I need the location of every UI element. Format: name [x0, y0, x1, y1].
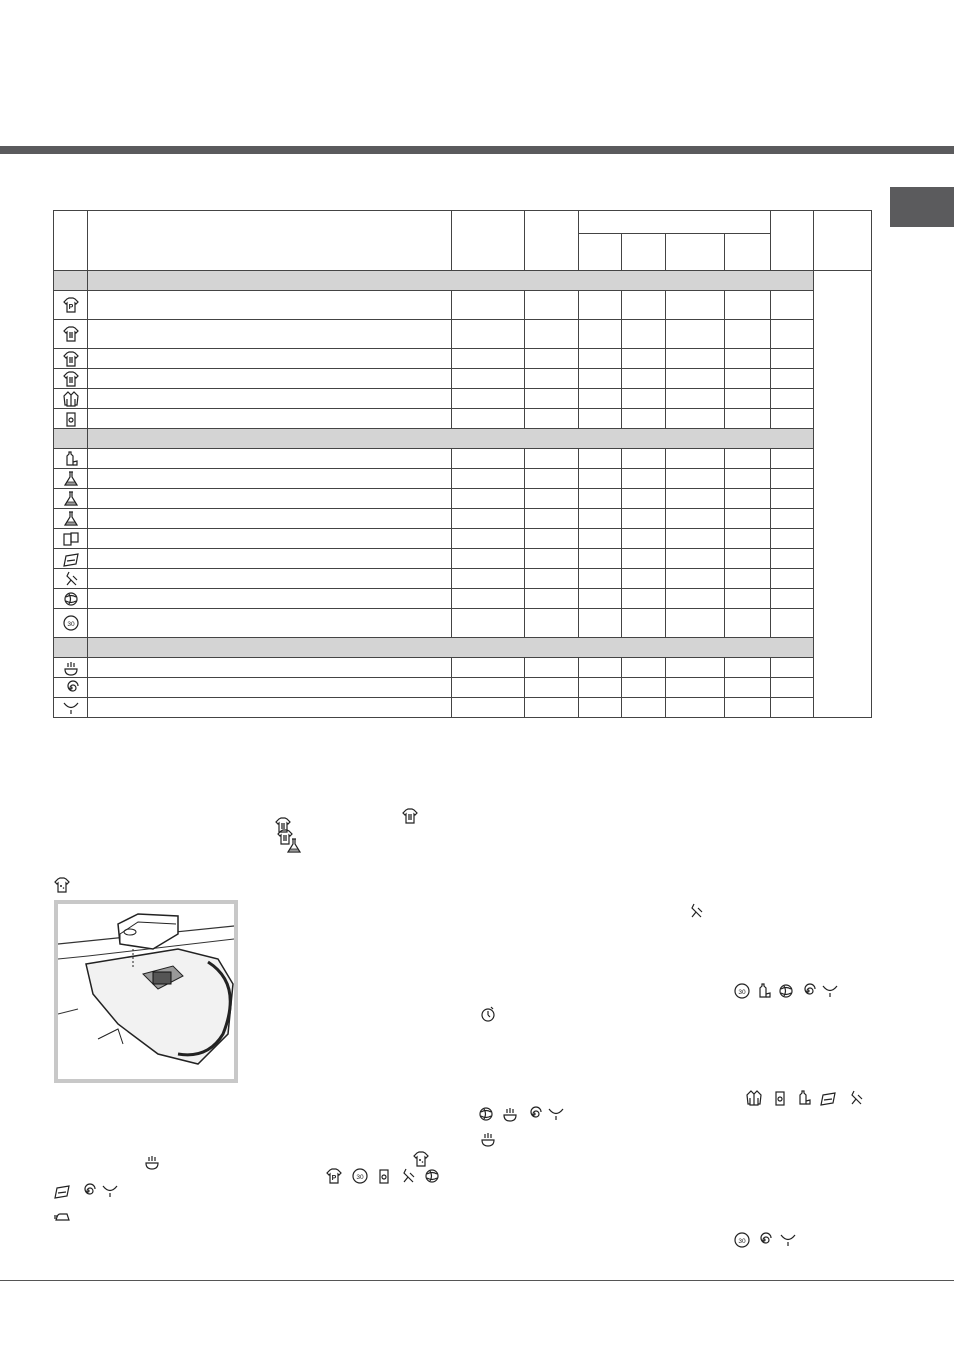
table-cell [579, 369, 622, 389]
silk-icon [848, 1090, 864, 1106]
table-cell [771, 489, 814, 509]
table-cell [452, 509, 525, 529]
table-cell [666, 489, 725, 509]
svg-text:P: P [331, 1175, 337, 1182]
header-cell-icon [54, 211, 88, 271]
section-label-cell [88, 271, 814, 291]
table-cell [666, 449, 725, 469]
table-cell [725, 698, 771, 718]
table-cell [525, 569, 579, 589]
table-cell [525, 609, 579, 638]
table-cell [622, 389, 666, 409]
bottle-box-icon [63, 411, 79, 427]
table-cell [771, 658, 814, 678]
shirt-icon [402, 808, 418, 824]
table-row [54, 509, 872, 529]
subheader-cell [579, 234, 622, 271]
table-cell [725, 349, 771, 369]
30-min-icon [352, 1168, 368, 1184]
table-cell [579, 291, 622, 320]
header-cell-programme [88, 211, 452, 271]
table-row [54, 529, 872, 549]
header-cell-group [579, 211, 771, 234]
header-cell [452, 211, 525, 271]
wool-ball-icon [63, 591, 79, 607]
programme-name-cell [88, 589, 452, 609]
footer-rule [0, 1280, 954, 1281]
table-cell [525, 469, 579, 489]
table-cell [622, 678, 666, 698]
table-cell [579, 320, 622, 349]
programme-icon-cell [54, 409, 88, 429]
table-cell [525, 369, 579, 389]
programme-table [53, 210, 872, 718]
drain-icon [102, 1183, 118, 1199]
svg-text:30: 30 [738, 1238, 746, 1245]
spin-icon [80, 1183, 96, 1199]
table-cell [771, 569, 814, 589]
programme-name-cell [88, 569, 452, 589]
table-cell [622, 658, 666, 678]
table-row [54, 449, 872, 469]
towel-icon [54, 1183, 70, 1199]
bottle-box-icon [772, 1090, 788, 1106]
svg-text:P: P [68, 304, 73, 311]
programme-icon-cell [54, 589, 88, 609]
programme-icon-cell [54, 698, 88, 718]
svg-text:30: 30 [66, 621, 75, 628]
table-row [54, 409, 872, 429]
wool-ball-icon [778, 983, 794, 999]
table-cell [622, 589, 666, 609]
table-cell [666, 698, 725, 718]
table-row [54, 549, 872, 569]
stain-shirt-icon [54, 877, 70, 893]
programme-name-cell [88, 489, 452, 509]
30-min-icon [734, 1232, 750, 1248]
programme-name-cell [88, 349, 452, 369]
table-cell [579, 469, 622, 489]
table-cell [725, 469, 771, 489]
table-cell [452, 589, 525, 609]
table-cell [725, 609, 771, 638]
books-icon [63, 531, 79, 547]
flask-icon [63, 471, 79, 487]
table-cell [452, 449, 525, 469]
table-row [54, 589, 872, 609]
table-cell [666, 658, 725, 678]
table-cell [525, 291, 579, 320]
drawer-drawing [58, 904, 234, 1079]
table-cell [452, 349, 525, 369]
table-cell [452, 549, 525, 569]
shirt-icon [63, 351, 79, 367]
svg-text:30: 30 [738, 989, 746, 996]
section-label-cell [88, 429, 814, 449]
programme-icon-cell [54, 489, 88, 509]
programme-icon-cell [54, 469, 88, 489]
table-cell [452, 529, 525, 549]
table-cell [771, 291, 814, 320]
programme-name-cell [88, 389, 452, 409]
programme-name-cell [88, 549, 452, 569]
table-cell [525, 449, 579, 469]
programme-name-cell [88, 698, 452, 718]
table-cell [771, 389, 814, 409]
programme-icon-cell [54, 291, 88, 320]
table-cell [525, 349, 579, 369]
table-cell [622, 569, 666, 589]
table-cell [452, 469, 525, 489]
drain-icon [548, 1106, 564, 1122]
table-cell [725, 489, 771, 509]
table-cell [579, 349, 622, 369]
table-cell [579, 569, 622, 589]
table-cell [622, 529, 666, 549]
programme-icon-cell [54, 509, 88, 529]
section-icon-cell [54, 638, 88, 658]
table-cell [666, 509, 725, 529]
table-cell [452, 409, 525, 429]
subheader-cell [622, 234, 666, 271]
table-cell [725, 509, 771, 529]
shirt-p-icon [326, 1168, 342, 1184]
table-row [54, 569, 872, 589]
table-cell [579, 609, 622, 638]
table-cell [622, 489, 666, 509]
bottle-hand-icon [796, 1090, 812, 1106]
section-icon-cell [54, 271, 88, 291]
iron-icon [54, 1208, 70, 1224]
programme-icon-cell [54, 529, 88, 549]
table-header-row [54, 211, 872, 234]
drain-icon [63, 700, 79, 716]
table-cell [525, 509, 579, 529]
table-cell [622, 609, 666, 638]
jacket-icon [746, 1090, 762, 1106]
table-cell [579, 509, 622, 529]
shirt-icon [63, 326, 79, 342]
bottle-hand-icon [63, 451, 79, 467]
header-rule [0, 146, 954, 154]
table-cell [725, 320, 771, 349]
detergent-drawer-illustration [54, 900, 238, 1083]
rinse-icon [480, 1131, 496, 1147]
table-cell [579, 489, 622, 509]
table-cell [452, 569, 525, 589]
table-cell [452, 698, 525, 718]
table-row [54, 609, 872, 638]
table-cell [666, 320, 725, 349]
programme-name-cell [88, 291, 452, 320]
programme-icon-cell [54, 389, 88, 409]
table-cell [452, 609, 525, 638]
table-cell [771, 609, 814, 638]
table-section-row [54, 429, 872, 449]
table-cell [525, 658, 579, 678]
table-cell [725, 449, 771, 469]
programme-name-cell [88, 529, 452, 549]
shirt-icon [63, 371, 79, 387]
table-cell [771, 469, 814, 489]
programme-name-cell [88, 658, 452, 678]
programme-name-cell [88, 449, 452, 469]
table-cell [771, 449, 814, 469]
table-cell [525, 389, 579, 409]
table-cell [666, 369, 725, 389]
table-cell [771, 698, 814, 718]
programme-icon-cell [54, 369, 88, 389]
table-cell [771, 509, 814, 529]
language-tab [890, 187, 954, 227]
stain-shirt-icon [413, 1151, 429, 1167]
table-row [54, 291, 872, 320]
table-cell [725, 529, 771, 549]
svg-text:30: 30 [356, 1174, 364, 1181]
table-cell [666, 469, 725, 489]
silk-icon [63, 571, 79, 587]
table-cell [725, 409, 771, 429]
table-cell [725, 389, 771, 409]
silk-icon [688, 903, 704, 919]
table-row [54, 320, 872, 349]
programme-name-cell [88, 509, 452, 529]
programme-name-cell [88, 609, 452, 638]
table-row [54, 489, 872, 509]
table-row [54, 369, 872, 389]
towel-icon [820, 1090, 836, 1106]
table-cell [622, 549, 666, 569]
table-cell [579, 409, 622, 429]
table-row [54, 349, 872, 369]
table-cell [622, 409, 666, 429]
section-icon-cell [54, 429, 88, 449]
table-cell [666, 529, 725, 549]
table-cell [579, 589, 622, 609]
table-cell [525, 698, 579, 718]
table-cell [622, 291, 666, 320]
programme-icon-cell [54, 549, 88, 569]
programme-icon-cell [54, 678, 88, 698]
towel-icon [63, 551, 79, 567]
30-min-icon [63, 615, 79, 631]
table-section-row [54, 271, 872, 291]
table-cell [666, 609, 725, 638]
table-cell [452, 320, 525, 349]
table-cell [666, 409, 725, 429]
table-cell [525, 678, 579, 698]
table-cell [452, 291, 525, 320]
table-row [54, 658, 872, 678]
table-cell [525, 589, 579, 609]
30-min-icon [734, 983, 750, 999]
table-cell [771, 549, 814, 569]
subheader-cell [666, 234, 725, 271]
table-cell [525, 320, 579, 349]
programme-name-cell [88, 409, 452, 429]
table-cell [525, 529, 579, 549]
table-cell [579, 389, 622, 409]
table-cell [725, 658, 771, 678]
wool-ball-icon [424, 1168, 440, 1184]
table-row [54, 389, 872, 409]
table-cell [452, 658, 525, 678]
programme-icon-cell [54, 320, 88, 349]
programme-name-cell [88, 320, 452, 349]
table-cell [666, 549, 725, 569]
programme-icon-cell [54, 449, 88, 469]
table-row [54, 698, 872, 718]
notes-column-cell [814, 271, 872, 718]
table-cell [666, 349, 725, 369]
table-cell [771, 369, 814, 389]
spin-icon [526, 1106, 542, 1122]
bottle-box-icon [376, 1168, 392, 1184]
table-cell [452, 389, 525, 409]
table-cell [771, 409, 814, 429]
programme-icon-cell [54, 658, 88, 678]
table-cell [452, 489, 525, 509]
table-cell [725, 678, 771, 698]
table-cell [579, 698, 622, 718]
table-cell [525, 549, 579, 569]
table-cell [622, 698, 666, 718]
rinse-icon [63, 660, 79, 676]
table-cell [525, 409, 579, 429]
subheader-cell [725, 234, 771, 271]
rinse-icon [144, 1154, 160, 1170]
programme-icon-cell [54, 349, 88, 369]
table-cell [622, 369, 666, 389]
bottle-hand-icon [756, 983, 772, 999]
table-cell [666, 389, 725, 409]
programme-icon-cell [54, 609, 88, 638]
table-cell [725, 291, 771, 320]
shirt-p-icon [63, 297, 79, 313]
silk-icon [400, 1168, 416, 1184]
table-cell [452, 369, 525, 389]
spin-icon [756, 1232, 772, 1248]
table-row [54, 678, 872, 698]
table-cell [771, 320, 814, 349]
table-cell [579, 658, 622, 678]
table-cell [622, 469, 666, 489]
table-cell [452, 678, 525, 698]
flask-icon [63, 491, 79, 507]
table-cell [771, 678, 814, 698]
programme-name-cell [88, 469, 452, 489]
flask-icon [63, 511, 79, 527]
drain-icon [822, 983, 838, 999]
table-cell [579, 529, 622, 549]
table-cell [525, 489, 579, 509]
table-cell [771, 349, 814, 369]
table-cell [622, 509, 666, 529]
table-row [54, 469, 872, 489]
table-section-row [54, 638, 872, 658]
table-cell [622, 449, 666, 469]
header-cell [525, 211, 579, 271]
table-cell [666, 291, 725, 320]
programme-icon-cell [54, 569, 88, 589]
jacket-icon [63, 391, 79, 407]
table-cell [666, 569, 725, 589]
table-cell [666, 589, 725, 609]
wool-ball-icon [478, 1106, 494, 1122]
spin-icon [800, 983, 816, 999]
spin-icon [63, 680, 79, 696]
table-cell [622, 320, 666, 349]
programme-name-cell [88, 678, 452, 698]
table-cell [725, 569, 771, 589]
table-cell [725, 369, 771, 389]
section-label-cell [88, 638, 814, 658]
delay-timer-icon [480, 1006, 496, 1022]
programme-name-cell [88, 369, 452, 389]
table-cell [725, 589, 771, 609]
table-cell [666, 678, 725, 698]
table-cell [771, 529, 814, 549]
rinse-icon [502, 1106, 518, 1122]
table-cell [771, 589, 814, 609]
table-cell [579, 549, 622, 569]
table-cell [622, 349, 666, 369]
header-cell [771, 211, 814, 271]
table-cell [579, 678, 622, 698]
table-cell [579, 449, 622, 469]
flask-icon [286, 838, 302, 854]
drain-icon [780, 1232, 796, 1248]
header-cell-notes [814, 211, 872, 271]
table-cell [725, 549, 771, 569]
